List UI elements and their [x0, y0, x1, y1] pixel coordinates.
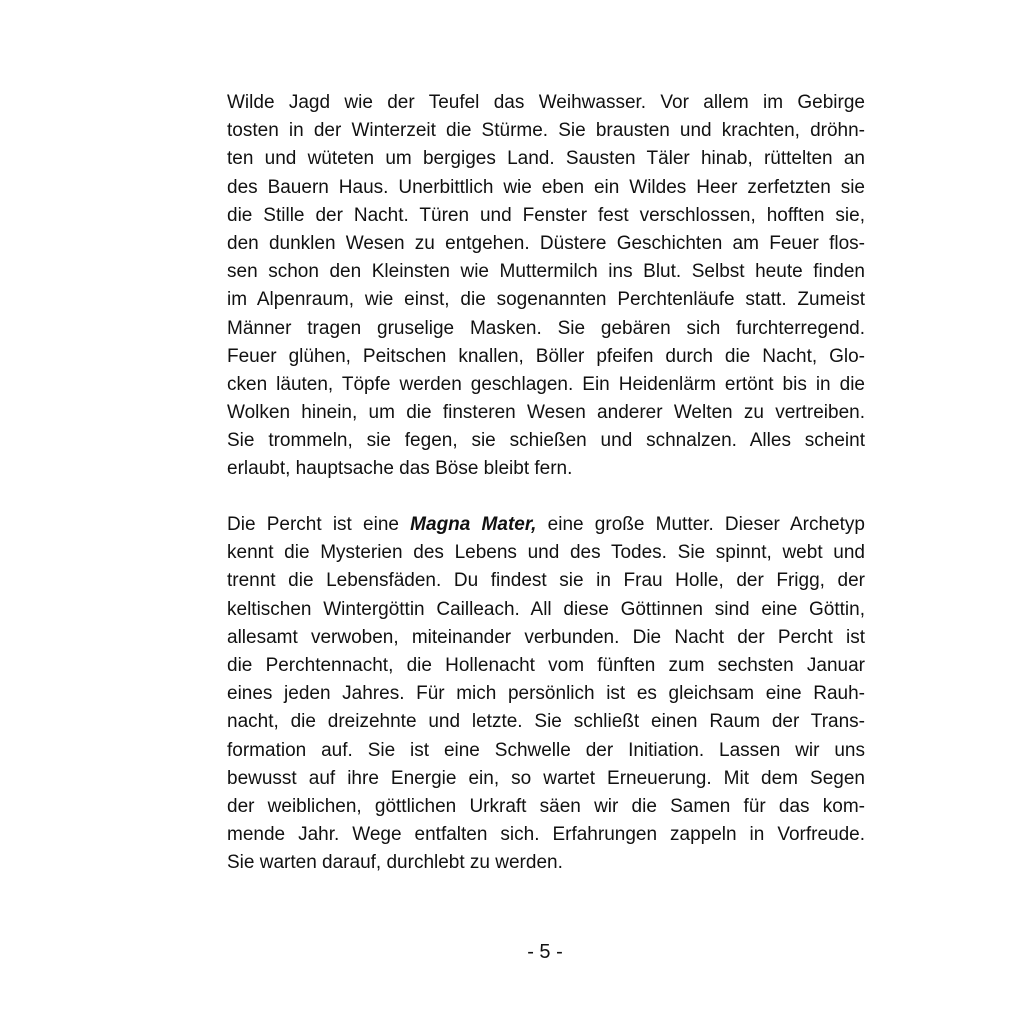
text-line: die Perchtennacht, die Hollenacht vom fünften zum sechsten Januar — [227, 654, 865, 676]
text-line: ten und wüteten um bergiges Land. Sausten Täler hinab, rüttelten an — [227, 148, 865, 170]
text-line: den dunklen Wesen zu entgehen. Düstere Geschichten am Feuer flos- — [227, 232, 865, 254]
text-line: tosten in der Winterzeit die Stürme. Sie brausten und krachten, dröhn- — [227, 120, 865, 142]
page-number: - 5 - — [527, 941, 563, 963]
text-line: die Stille der Nacht. Türen und Fenster fest verschlossen, hofften sie, — [227, 204, 865, 226]
text-line: Sie trommeln, sie fegen, sie schießen und schnalzen. Alles scheint — [227, 430, 865, 452]
text-line: der weiblichen, göttlichen Urkraft säen wir die Samen für das kom- — [227, 795, 865, 817]
text-line: cken läuten, Töpfe werden geschlagen. Ein Heidenlärm ertönt bis in die — [227, 373, 865, 395]
text-line: mende Jahr. Wege entfalten sich. Erfahrungen zappeln in Vorfreude. — [227, 824, 865, 846]
text-line: nacht, die dreizehnte und letzte. Sie schließt einen Raum der Trans- — [227, 711, 865, 733]
text-line: Männer tragen gruselige Masken. Sie gebären sich furchterregend. — [227, 317, 865, 339]
text-line: sen schon den Kleinsten wie Muttermilch ins Blut. Selbst heute finden — [227, 261, 865, 283]
text-line: des Bauern Haus. Unerbittlich wie eben ein Wildes Heer zerfetzten sie — [227, 176, 865, 198]
text-line: formation auf. Sie ist eine Schwelle der Initiation. Lassen wir uns — [227, 739, 865, 761]
text-line: kennt die Mysterien des Lebens und des Todes. Sie spinnt, webt und — [227, 542, 865, 564]
emphasized-term: Magna Mater, — [410, 514, 537, 535]
text-line: erlaubt, hauptsache das Böse bleibt fern. — [227, 458, 573, 480]
text-segment: Die Percht ist eine — [227, 514, 411, 535]
text-line: Wilde Jagd wie der Teufel das Weihwasser. Vor allem im Gebirge — [227, 92, 865, 113]
text-line: Wolken hinein, um die finsteren Wesen anderer Welten zu vertreiben. — [227, 402, 865, 424]
text-line: keltischen Wintergöttin Cailleach. All diese Göttinnen sind eine Göttin, — [227, 598, 865, 620]
text-segment: eine große Mutter. Dieser Archetyp — [536, 514, 865, 535]
text-line: eines jeden Jahres. Für mich persönlich ist es gleichsam eine Rauh- — [227, 683, 865, 705]
text-line: allesamt verwoben, miteinander verbunden. Die Nacht der Percht ist — [227, 626, 865, 648]
text-line: trennt die Lebensfäden. Du findest sie in Frau Holle, der Frigg, der — [227, 570, 865, 592]
paragraph-2 — [227, 511, 865, 877]
paragraph-1 — [227, 89, 865, 484]
text-line: Feuer glühen, Peitschen knallen, Böller pfeifen durch die Nacht, Glo- — [227, 345, 865, 367]
text-line: Sie warten darauf, durchlebt zu werden. — [227, 852, 563, 874]
text-line: bewusst auf ihre Energie ein, so wartet Erneuerung. Mit dem Segen — [227, 767, 865, 789]
text-line-with-emphasis — [227, 511, 865, 539]
text-line: im Alpenraum, wie einst, die sogenannten Perchtenläufe statt. Zumeist — [227, 289, 865, 311]
